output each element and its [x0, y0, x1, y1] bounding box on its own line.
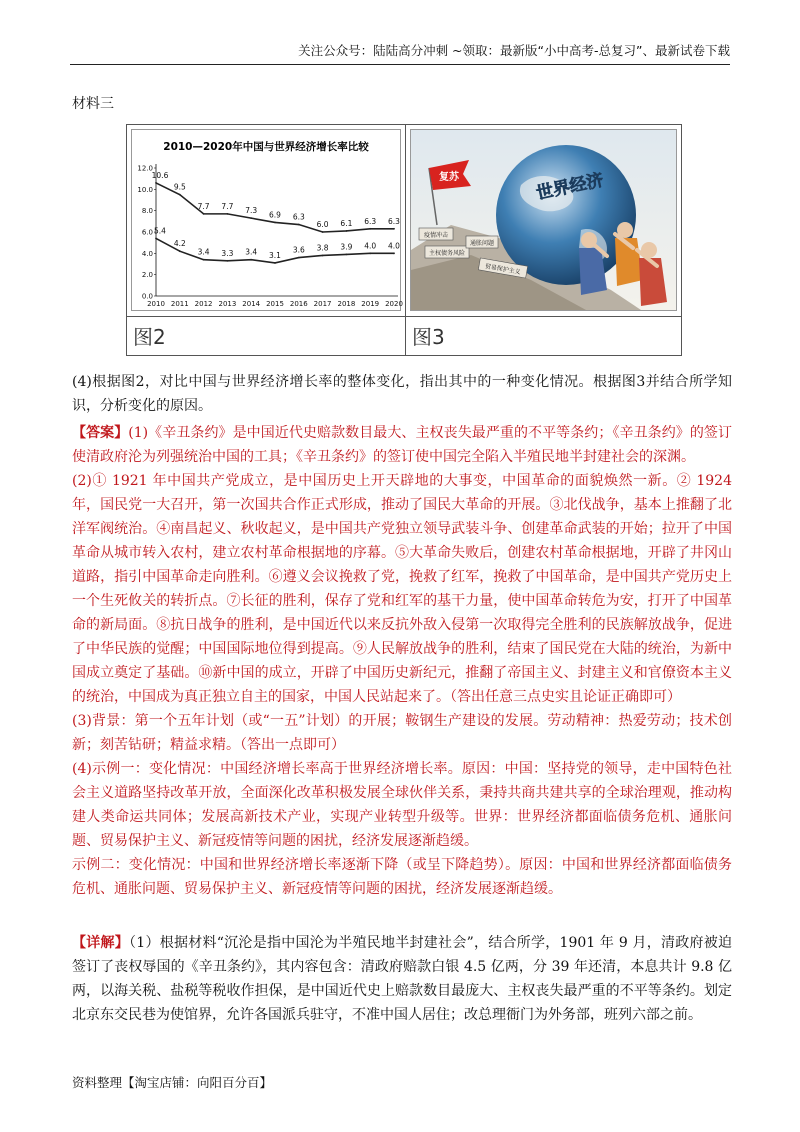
data-point: [274, 262, 276, 264]
data-label: 4.0: [388, 241, 400, 251]
data-point: [203, 213, 205, 215]
data-point: [227, 213, 229, 215]
figure2-caption: 图2: [133, 325, 166, 349]
detail-block: [72, 931, 732, 1027]
material-title: 材料三: [72, 96, 114, 112]
answer-paragraph-3: (3)背景：第一个五年计划（或“一五”计划）的开展；鞍钢生产建设的发展。劳动精神：热爱劳动；技术创新；刻苦钻研；精益求精。（答出一点即可）: [72, 713, 732, 753]
globe-icon: [496, 145, 636, 285]
data-label: 3.4: [197, 247, 210, 257]
flag-label: 复苏: [439, 172, 459, 183]
rock-label-epidemic: 疫情冲击: [423, 232, 449, 239]
data-point: [250, 259, 252, 261]
data-point: [369, 228, 371, 230]
y-tick-label: 4.0: [141, 249, 153, 258]
answer-label: 【答案】: [72, 425, 129, 441]
x-tick-label: 2013: [218, 300, 237, 308]
data-label: 7.3: [245, 206, 258, 216]
figure2-cell: [127, 125, 406, 355]
detail-text: （1）根据材料“沉沦是指中国沦为半殖民地半封建社会”，结合所学，1901 年 9 月，清政府被迫签订了丧权辱国的《辛丑条约》，其内容包含：清政府赔款白银 4.5 亿两，分 39 年还清，本息共计 9.8 亿两，以海关税、盐税等税收作担保，是中国近代史上赔款数目最庞大、主权丧失最严重的不平等条约。划定北京东交民巷为使馆界，允许各国派兵驻守，不准中国人居住；改总理衙门为外务部，班列六部之前。: [72, 935, 733, 1023]
data-label: 6.3: [292, 212, 305, 222]
series-line-1: [156, 183, 394, 232]
data-point: [369, 252, 371, 254]
answer-1-text: (1)《辛丑条约》是中国近代史赔款数目最大、主权丧失最严重的不平等条约；《辛丑条约》的签订使清政府沦为列强统治中国的工具；《辛丑条约》的签订使中国完全陷入半殖民地半封建社会的深渊。: [72, 425, 732, 465]
data-point: [155, 238, 157, 240]
data-label: 6.3: [364, 216, 377, 226]
answer-block: [72, 421, 732, 901]
data-point: [274, 222, 276, 224]
question-4: (4)根据图2，对比中国与世界经济增长率的整体变化，指出其中的一种变化情况。根据图3并结合所学知识，分析变化的原因。: [72, 374, 732, 414]
figure3-cartoon: [410, 129, 677, 311]
data-label: 9.5: [173, 182, 186, 192]
x-tick-label: 2016: [289, 300, 308, 308]
data-point: [298, 257, 300, 259]
data-label: 6.3: [388, 216, 400, 226]
y-tick-label: 2.0: [141, 271, 153, 280]
data-point: [393, 252, 395, 254]
data-label: 6.1: [340, 218, 353, 228]
rock-label-protectionism: 贸易保护主义: [484, 262, 522, 277]
x-tick-label: 2012: [194, 300, 213, 308]
detail-label: 【详解】: [72, 935, 130, 951]
data-label: 10.6: [151, 170, 169, 180]
data-point: [155, 182, 157, 184]
answer-paragraph-4: (4)示例一：变化情况：中国经济增长率高于世界经济增长率。原因：中国：坚持党的领导，走中国特色社会主义道路坚持改革开放，全面深化改革积极发展全球伙伴关系，秉持共商共建共享的全球治理观，推动构建人类命运共同体；发展高新技术产业，实现产业转型升级等。世界：世界经济都面临债务危机、通胀问题、贸易保护主义、新冠疫情等问题的困扰，经济发展逐渐趋缓。: [72, 761, 732, 849]
detail-paragraph: [72, 931, 732, 1027]
chart-title: 2010—2020年中国与世界经济增长率比较: [163, 141, 369, 153]
y-tick-label: 0.0: [141, 292, 153, 301]
figures-table: [126, 124, 682, 356]
y-tick-label: 8.0: [141, 207, 153, 216]
line-chart: [132, 130, 401, 310]
data-label: 5.4: [154, 226, 166, 236]
figure3-caption: 图3: [412, 325, 445, 349]
page-footer: 资料整理【淘宝店铺：向阳百分百】: [72, 1075, 273, 1090]
data-point: [346, 230, 348, 232]
data-label: 3.9: [340, 242, 353, 252]
figure2-chart: [131, 129, 401, 311]
data-point: [203, 259, 205, 261]
x-tick-label: 2011: [170, 300, 189, 308]
answer-paragraph-2: (2)① 1921 年中国共产党成立，是中国历史上开天辟地的大事变，中国革命的面貌焕然一新。② 1924 年，国民党一大召开，第一次国共合作正式形成，推动了国民大革命的开展。③北伐战争，基本上推翻了北洋军阀统治。④南昌起义、秋收起义，是中国共产党独立领导武装斗争、创建革命武装的开始；拉开了中国革命从城市转入农村，建立农村革命根据地的序幕。⑤大革命失败后，创建农村革命根据地，开辟了井冈山道路，指引中国革命走向胜利。⑥遵义会议挽救了党，挽救了红军，挽救了中国革命，是中国共产党历史上一个生死攸关的转折点。⑦长征的胜利，保存了党和红军的基干力量，使中国革命转危为安，打开了中国革命的新局面。⑧抗日战争的胜利，是中国近代以来反抗外敌入侵第一次取得完全胜利的民族解放战争，促进了中华民族的觉醒；中国国际地位得到提高。⑨人民解放战争的胜利，结束了国民党在大陆的统治，为新中国成立奠定了基础。⑩新中国的成立，开辟了中国历史新纪元，推翻了帝国主义、封建主义和官僚资本主义的统治，中国成为真正独立自主的国家，中国人民站起来了。（答出任意三点史实且论证正确即可）: [72, 473, 732, 705]
cartoon-illustration: [411, 130, 676, 310]
data-point: [322, 231, 324, 233]
data-label: 4.0: [364, 241, 377, 251]
data-point: [179, 250, 181, 252]
data-point: [179, 194, 181, 196]
data-label: 3.6: [292, 245, 305, 255]
x-tick-label: 2017: [313, 300, 332, 308]
figure2-divider: [127, 316, 405, 317]
x-tick-label: 2014: [242, 300, 261, 308]
page-header: [70, 40, 730, 65]
y-tick-label: 10.0: [137, 185, 153, 194]
data-label: 7.7: [197, 201, 210, 211]
data-label: 3.1: [269, 250, 281, 260]
rock-label-inflation: 通胀问题: [469, 240, 495, 247]
question-block: [72, 370, 732, 418]
data-label: 4.2: [173, 239, 186, 249]
globe-label: 世界经济: [534, 170, 606, 204]
data-label: 6.0: [316, 220, 329, 229]
data-label: 3.3: [221, 248, 234, 258]
answer-paragraph-5: 示例二：变化情况：中国和世界经济增长率逐渐下降（或呈下降趋势）。原因：中国和世界经济都面临债务危机、通胀问题、贸易保护主义、新冠疫情等问题的困扰，经济发展逐渐趋缓。: [72, 857, 732, 897]
header-text: 关注公众号：陆陆高分冲刺 ~领取：最新版“小中高考-总复习”、最新试卷下载: [298, 43, 730, 58]
figure3-cell: [406, 125, 681, 355]
data-label: 7.7: [221, 201, 234, 211]
x-tick-label: 2015: [266, 300, 284, 308]
x-tick-label: 2020: [385, 300, 403, 308]
data-point: [250, 217, 252, 219]
rock-label-debt: 主权债务风险: [428, 250, 466, 257]
answer-paragraph-1: [72, 421, 732, 469]
data-label: 3.8: [316, 243, 329, 253]
data-point: [322, 255, 324, 257]
data-label: 3.4: [245, 247, 258, 257]
data-point: [227, 260, 229, 262]
x-tick-label: 2018: [337, 300, 356, 308]
figure3-divider: [406, 316, 681, 317]
y-tick-label: 6.0: [141, 228, 153, 237]
data-point: [298, 224, 300, 226]
x-tick-label: 2019: [361, 300, 380, 308]
data-point: [393, 228, 395, 230]
data-point: [346, 254, 348, 256]
y-tick-label: 12.0: [137, 164, 153, 173]
x-tick-label: 2010: [147, 300, 165, 308]
data-label: 6.9: [269, 210, 281, 220]
